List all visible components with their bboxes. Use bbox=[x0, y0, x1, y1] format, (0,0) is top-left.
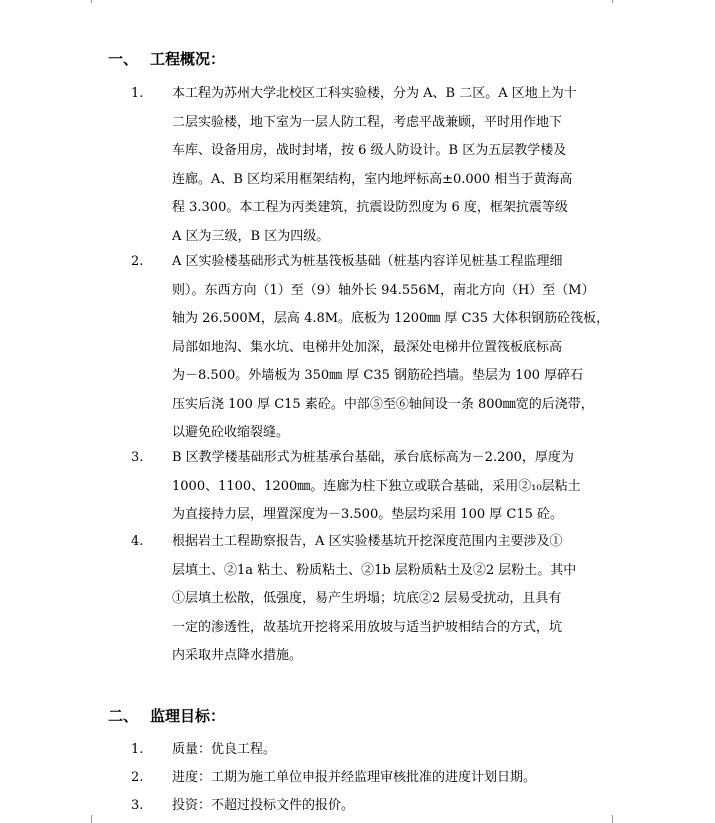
item-line: 压实后浇 100 厚 C15 素砼。中部⑤至⑥轴间设一条 800㎜宽的后浇带， bbox=[172, 396, 594, 412]
item-number: 2. bbox=[131, 254, 144, 269]
item-line: 轴为 26.500M，层高 4.8M。底板为 1200㎜ 厚 C35 大体积钢筋砼筏板， bbox=[172, 311, 610, 326]
item-line: ①层填土松散，低强度，易产生坍塌；坑底②2 层易受扰动，且具有 bbox=[172, 591, 562, 606]
item-line: 车库、设备用房，战时封堵，按 6 级人防设计。B 区为五层教学楼及 bbox=[172, 143, 567, 158]
item-line: 二层实验楼，地下室为一层人防工程，考虑平战兼顾，平时用作地下 bbox=[172, 114, 563, 130]
item-line: 程 3.300。本工程为丙类建筑，抗震设防烈度为 6 度，框架抗震等级 bbox=[172, 200, 568, 215]
item-line: 则）。东西方向（1）至（9）轴外长 94.556M，南北方向（H）至（M） bbox=[172, 282, 595, 298]
item-line: A 区为三级，B 区为四级。 bbox=[172, 228, 330, 244]
margin-corner-mark bbox=[612, 815, 621, 823]
item-number: 3. bbox=[131, 798, 144, 813]
section-title: 工程概况： bbox=[150, 50, 226, 68]
section-heading-project-overview bbox=[108, 48, 225, 69]
section-number: 二、 bbox=[108, 707, 139, 725]
item-number: 3. bbox=[131, 450, 144, 465]
goal-text: 进度：工期为施工单位申报并经监理审核批准的进度计划日期。 bbox=[172, 770, 537, 785]
item-line: B 区教学楼基础形式为桩基承台基础，承台底标高为－2.200，厚度为 bbox=[172, 450, 574, 465]
item-line: A 区实验楼基础形式为桩基筏板基础（桩基内容详见桩基工程监理细 bbox=[172, 254, 563, 269]
item-line: 一定的渗透性，故基坑开挖将采用放坡与适当护坡相结合的方式，坑 bbox=[172, 619, 563, 635]
margin-corner-mark bbox=[83, 0, 92, 3]
section-heading-supervision-goals bbox=[108, 705, 225, 726]
goal-text: 质量：优良工程。 bbox=[172, 742, 277, 757]
item-line: 层填土、②1a 粘土、粉质粘土、②1b 层粉质粘土及②2 层粉土。其中 bbox=[172, 562, 577, 578]
goal-item-quality bbox=[131, 738, 276, 757]
goal-item-schedule bbox=[131, 766, 536, 785]
section-title: 监理目标： bbox=[150, 707, 226, 725]
section-number: 一、 bbox=[108, 50, 139, 68]
item-line: 为直接持力层，埋置深度为－3.500。垫层均采用 100 厚 C15 砼。 bbox=[172, 507, 564, 522]
margin-corner-mark bbox=[612, 0, 621, 3]
item-number: 1. bbox=[131, 742, 144, 757]
item-line: 连廊。A、B 区均采用框架结构，室内地坪标高±0.000 相当于黄海高 bbox=[172, 171, 573, 187]
item-line: 局部如地沟、集水坑、电梯井处加深，最深处电梯井位置筏板底标高 bbox=[172, 339, 563, 355]
item-number: 1. bbox=[131, 86, 144, 101]
item-number: 4. bbox=[131, 534, 144, 549]
item-line: 为－8.500。外墙板为 350㎜ 厚 C35 钢筋砼挡墙。垫层为 100 厚碎石 bbox=[172, 368, 584, 383]
goal-item-investment bbox=[131, 794, 354, 813]
item-line: 1000、1100、1200㎜。连廊为柱下独立或联合基础，采用②₁₀层粘土 bbox=[172, 478, 581, 494]
item-line: 以避免砼收缩裂缝。 bbox=[172, 425, 290, 440]
goal-text: 投资：不超过投标文件的报价。 bbox=[172, 798, 355, 813]
margin-corner-mark bbox=[83, 815, 92, 823]
item-line: 根据岩土工程勘察报告，A 区实验楼基坑开挖深度范围内主要涉及① bbox=[172, 534, 563, 549]
item-line: 内采取井点降水措施。 bbox=[172, 648, 303, 663]
item-number: 2. bbox=[131, 770, 144, 785]
item-line: 本工程为苏州大学北校区工科实验楼，分为 A、B 二区。A 区地上为十 bbox=[172, 86, 577, 101]
